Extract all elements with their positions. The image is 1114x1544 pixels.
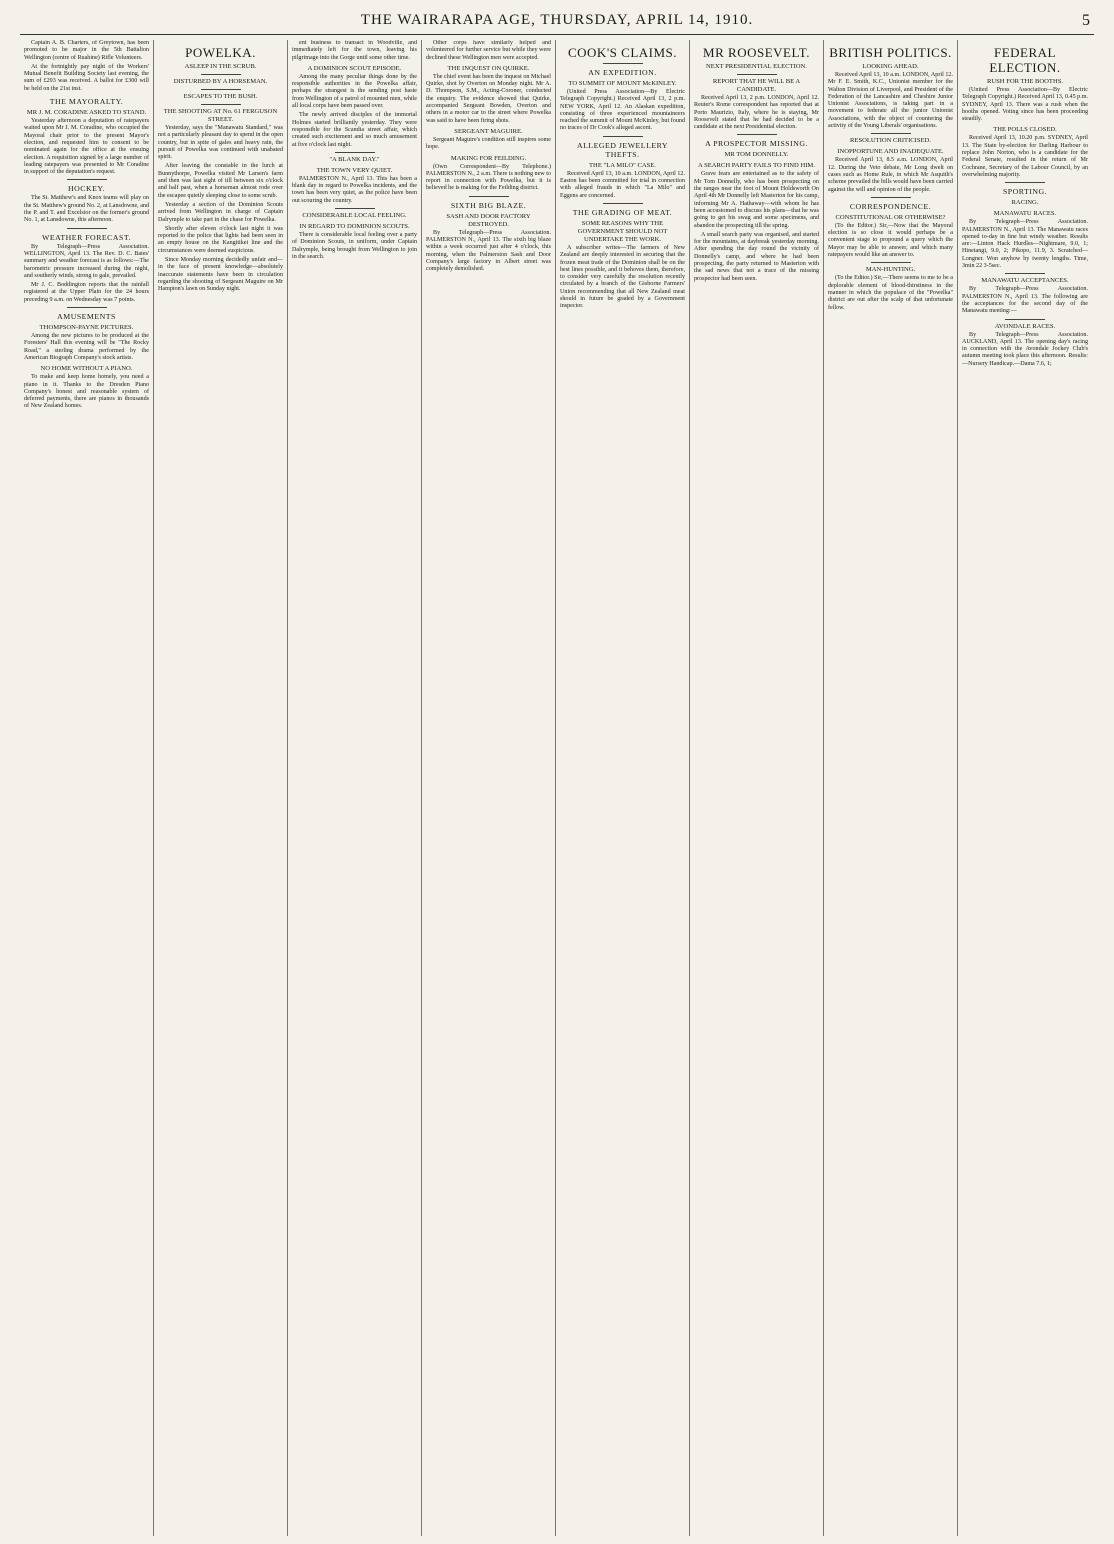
- headline: WEATHER FORECAST.: [42, 232, 131, 242]
- headline: MR ROOSEVELT.: [703, 45, 810, 60]
- paragraph: The St. Matthew's and Knox teams will play on the St. Matthew's ground No. 2, at Lansdowne, and the P. and T. and Excelsior on the former's ground No. 1, at Lansdowne, this afternoon.: [24, 195, 149, 224]
- divider: [201, 74, 241, 75]
- subheadline: NO HOME WITHOUT A PIANO.: [40, 365, 133, 373]
- paragraph: Since Monday morning decidedly unfair and—in the face of present knowledge—absolutely inaccurate statements have been in circulation regarding the shooting of Sergeant Maguire on Mr Hampton's lawn on Sunday night.: [158, 257, 283, 293]
- headline: HOCKEY.: [68, 184, 105, 194]
- divider: [1005, 319, 1045, 320]
- subheadline: ESCAPES TO THE BUSH.: [183, 93, 258, 100]
- paragraph: Received April 13, 10 a.m. LONDON, April 12. Easton has been committed for trial in connection with alleged frauds in which "La Milo" and Eggens are concerned.: [560, 170, 685, 199]
- divider: [469, 196, 509, 197]
- paragraph: Among the many peculiar things done by the responsible authorities in the Powelka affair, perhaps the strangest is the sending post haste from Wellington of a patrol of mounted men, while all local corps have been passed over.: [292, 73, 417, 110]
- divider: [201, 89, 241, 90]
- headline: CORRESPONDENCE.: [849, 201, 932, 211]
- headline: COOK'S CLAIMS.: [567, 45, 678, 60]
- headline: THE MAYORALTY.: [49, 97, 124, 107]
- column-3: [288, 40, 422, 1536]
- paragraph: Grave fears are entertained as to the safety of Mr Tom Donnelly, who has been prospecting on the ranges near the foot of Mount Holdsworth On April 4th Mr Donnelly left Masterton for his camp, informing Mr A. Hathaway—with whom he has been accustomed to discuss his plans—that he was going to get his swag and some specimens, and abandon the prospecting till the spring.: [694, 171, 819, 229]
- headline: POWELKA.: [185, 45, 256, 60]
- subheadline: DISTURBED BY A HORSEMAN.: [173, 78, 268, 85]
- subheadline: TO SUMMIT OF MOUNT McKINLEY.: [568, 80, 677, 87]
- subheadline: SASH AND DOOR FACTORY DESTROYED.: [446, 212, 531, 228]
- divider: [67, 228, 107, 229]
- paragraph: PALMERSTON N., April 13. This has been a blank day in regard to Powelka incidents, and the town has been very quiet, as the police have been out scouring the country.: [292, 175, 417, 204]
- subheadline: THE TOWN VERY QUIET.: [316, 166, 393, 174]
- divider: [871, 133, 911, 134]
- subheadline: LOOKING AHEAD.: [862, 63, 919, 70]
- headline: FEDERAL ELECTION.: [989, 45, 1061, 75]
- subheadline: MANAWATU ACCEPTANCES.: [981, 277, 1069, 285]
- subheadline: RESOLUTION CRITICISED.: [850, 137, 931, 145]
- paragraph: ent business to transact in Woodville, and immediately left for the town, leaving his pilgrimage into the Gorge until some other time.: [292, 40, 417, 61]
- subheadline: REPORT THAT HE WILL BE A CANDIDATE.: [712, 78, 801, 93]
- subheadline: THE "LA MILO" CASE.: [589, 161, 656, 169]
- divider: [1005, 182, 1045, 183]
- page-number: 5: [1082, 12, 1090, 29]
- column-5: [556, 40, 690, 1536]
- divider: [737, 134, 777, 135]
- paragraph: By Telegraph—Press Association. PALMERSTON N., April 13. The following are the acceptances for the second day of the Manawatu meeting:—: [962, 286, 1088, 315]
- paragraph: Captain A. B. Charters, of Greytown, has been promoted to be major in the 5th Battalion Wellington (centre of Ruahine) Rifle Volunteers.: [24, 40, 149, 61]
- column-2: [154, 40, 288, 1536]
- divider: [603, 136, 643, 137]
- headline: AMUSEMENTS: [57, 312, 116, 322]
- subheadline: A SEARCH PARTY FAILS TO FIND HIM.: [698, 162, 815, 170]
- paragraph: A small search party was organised, and started for the mountains, at daybreak yesterday morning. After spending the day round the vicinity of Donnelly's camp, and where he had been prospecting, the party returned to Masterton with the sad news that not a trace of the missing prospector had been seen.: [694, 231, 819, 282]
- paragraph: Yesterday, says the "Manawatu Standard," was not a particularly pleasant day to spend in the open country, but in spite of gales and heavy rain, the pursuit of Powelka was continued with unabated spirit.: [158, 125, 283, 161]
- paragraph: Sergeant Maguire's condition still inspires some hope.: [426, 136, 551, 151]
- newspaper-title: THE WAIRARAPA AGE, THURSDAY, APRIL 14, 1910.: [360, 12, 754, 28]
- subheadline: MAKING FOR FEILDING.: [450, 154, 527, 162]
- subheadline: MR J. M. CORADINE ASKED TO STAND.: [26, 109, 147, 117]
- subheadline: CONSTITUTIONAL OR OTHERWISE?: [835, 213, 946, 221]
- paragraph: The chief event has been the inquest on Michael Quirke, shot by Overton on Monday night. Mr A. D. Thompson, S.M., Acting-Coroner, conducted the enquiry. The evidence showed that Quirke, accompanied Sergeant Bowden, Overton and others in a motor car to the street where Powelka was said to have been firing shots.: [426, 73, 551, 124]
- subheadline: SOME REASONS WHY THE GOVERNMENT SHOULD NOT UNDERTAKE THE WORK.: [577, 219, 668, 243]
- paragraph: There is considerable local feeling over a party of Dominion Scouts, in uniform, under Captain Dalrymple, being brought from Wellington to join in the search.: [292, 232, 417, 260]
- subheadline: ASLEEP IN THE SCRUB.: [184, 63, 257, 70]
- paragraph: Received April 13, 10.20 p.m. SYDNEY, April 13. The State by-election for Darling Harbour to replace John Norton, who is a candidate for the Federal Senate, resulted in the return of Mr Cochrane, Secretary of the Labour Council, by an overwhelming majority.: [962, 135, 1088, 178]
- paragraph: To make and keep home homely, you need a piano in it. Thanks to the Dresden Piano Company's honest and reasonable system of deferred payments, there are pianos in thousands of New Zealand homes.: [24, 374, 149, 410]
- divider: [1005, 273, 1045, 274]
- paragraph: Among the new pictures to be produced at the Foresters' Hall this evening will be "The Rocky Road," a sterling drama performed by the American Biograph Company's stock artists.: [24, 333, 149, 361]
- paragraph: Received April 13, 8.5 a.m. LONDON, April 12. During the Veto debate, Mr Long dwelt on cases such as Home Rule, in which Mr Asquith's scheme prevailed the bills would have been carried against the will and opinion of the people.: [828, 157, 953, 193]
- divider: [335, 208, 375, 209]
- column-1: [20, 40, 154, 1536]
- paragraph: (United Press Association—By Electric Telegraph Copyright.) Received April 13, 2 p.m. NEW YORK, April 12. An Alaskan expedition, consisting of three experienced mountaineers reached the summit of Mount McKinley, but found no traces of Dr Cook's alleged ascent.: [560, 89, 685, 132]
- paragraph: By Telegraph—Press Association. PALMERSTON N., April 13. The sixth big blaze within a week occurred just after 4 o'clock, this morning, when the Palmerston Sash and Door Company's large factory in Albert street was completely demolished.: [426, 229, 551, 273]
- paragraph: (To the Editor.) Sir,—Now that the Mayoral election is so close it would perhaps be a convenient stage to propound a query which the Mayor may be able to answer, and which many ratepayers would like an answer to.: [828, 222, 953, 259]
- subheadline: RUSH FOR THE BOOTHS.: [986, 78, 1064, 85]
- divider: [67, 179, 107, 180]
- paragraph: After leaving the constable in the lurch at Bunnythorpe, Powelka visited Mr Larsen's farm and then was last sight of till between six o'clock and half past, when a horseman almost rode over the escapee quietly sleeping close to some scrub.: [158, 163, 283, 199]
- subheadline: SERGEANT MAGUIRE.: [454, 127, 523, 135]
- subheadline: THE INQUEST ON QUIRKE.: [447, 64, 530, 72]
- subheadline: MANAWATU RACES.: [993, 210, 1057, 218]
- subheadline: MAN-HUNTING.: [865, 266, 916, 274]
- headline: ALLEGED JEWELLERY THEFTS.: [577, 140, 668, 159]
- newspaper-columns: [20, 40, 1094, 1536]
- subheadline: THE SHOOTING AT No. 61 FERGUSON STREET.: [163, 108, 278, 123]
- column-8: [958, 40, 1092, 1536]
- paragraph: By Telegraph—Press Association. WELLINGTON, April 13. The Rev. D. C. Bates' summary and weather forecast is as follows:—The barometric pressure increased during the night, and southerly winds, strong to gale, prevailed.: [24, 243, 149, 279]
- subheadline: NEXT PRESIDENTIAL ELECTION.: [706, 63, 807, 70]
- column-6: [690, 40, 824, 1536]
- divider: [603, 203, 643, 204]
- paragraph: By Telegraph—Press Association. PALMERSTON N., April 13. The Manawatu races opened to-day in fine but windy weather. Results are:—Linton Hack Hurdles—Nightmare, 9.0, 1; Hinetangi, 9.0, 2; Pikopo, 11.9, 3. Scratched—Longner. Won anyhow by twenty lengths. Time, 3min 22 3-5sec.: [962, 219, 1088, 270]
- subheadline: AVONDALE RACES.: [994, 322, 1056, 330]
- headline: SIXTH BIG BLAZE.: [450, 200, 527, 210]
- divider: [201, 104, 241, 105]
- subheadline: AN EXPEDITION.: [588, 68, 657, 77]
- subheadline: THE POLLS CLOSED.: [993, 126, 1057, 134]
- paragraph: (United Press Association—By Electric Telegraph Copyright.) Received April 13, 0.45 p.m. SYDNEY, April 13. There was a rush when the booths opened. Voting since has been proceeding steadily.: [962, 87, 1088, 123]
- subheadline: MR TOM DONNELLY.: [724, 151, 789, 159]
- paragraph: Mr J. C. Boddington reports that the rainfall registered at the Upper Plain for the 24 hours preceding 9 a.m. on Wednesday was 7 points.: [24, 282, 149, 303]
- paragraph: Yesterday afternoon a deputation of ratepayers waited upon Mr J. M. Coradine, who occupied the Mayoral chair prior to the present Mayor's election, and requested him to consent to be nominated again for the office at the ensuing election. A requisition signed by a large number of leading ratepayers was presented to Mr Coradine in support of the deputation's request.: [24, 118, 149, 176]
- headline: A PROSPECTOR MISSING.: [705, 139, 808, 149]
- paragraph: (To the Editor.) Sir,—There seems to me to be a deplorable element of blood-thirstiness in the manner in which the populace of the "Powelka" district are out after the scalp of that unfortunate fellow.: [828, 275, 953, 311]
- column-7: [824, 40, 958, 1536]
- divider: [871, 197, 911, 198]
- paragraph: Received April 13, 10 a.m. LONDON, April 12. Mr F. E. Smith, K.C., Unionist member for the Walton Division of Liverpool, and President of the Federation of the Lancashire and Cheshire Junior Unionist Associations, is taking part in a movement to federate all the junior Unionist Associations, with the object of countering the activity of the Young Liberals' organisations.: [828, 72, 953, 130]
- subheadline: CONSIDERABLE LOCAL FEELING.: [302, 212, 407, 220]
- paragraph: By Telegraph—Press Association. AUCKLAND, April 13. The opening day's racing in connection with the Avondale Jockey Club's autumn meeting took place this afternoon. Results:—Nursery Handicap.—Dama 7.6, 1;: [962, 331, 1088, 367]
- subheadline: IN REGARD TO DOMINION SCOUTS.: [299, 223, 410, 231]
- paragraph: Shortly after eleven o'clock last night it was reported to the police that lights had been seen in an empty house on the Kangitikei line and the circumstances were deemed suspicious.: [158, 225, 283, 254]
- divider: [335, 152, 375, 153]
- subheadline: A DOMINION SCOUT EPISODE.: [307, 64, 402, 72]
- divider: [871, 262, 911, 263]
- paragraph: Other corps have similarly helped and volunteered for further service but while they were declined these Wellington men were accepted.: [426, 40, 551, 61]
- headline: BRITISH POLITICS.: [829, 45, 952, 60]
- divider: [67, 307, 107, 308]
- column-4: [422, 40, 556, 1536]
- paragraph: A subscriber writes—The farmers of New Zealand are deeply interested in securing that the frozen meat trade of the Dominion shall be on the best lines possible, and it behoves them, therefore, to consider very carefully the resolution recently circulated by a branch of the Gisborne Farmers' Union recommending that all New Zealand meat should in future be graded by a Government inspector.: [560, 244, 685, 310]
- divider: [737, 74, 777, 75]
- divider: [603, 63, 643, 64]
- subheadline: "A BLANK DAY.": [329, 155, 380, 163]
- paragraph: Received April 13, 2 p.m. LONDON, April 12. Reuter's Rome correspondent has reported that at Porto Maurizio, Italy, where he is staying, Mr Roosevelt stated that he had decided to be a candidate at the next Presidential election.: [694, 95, 819, 131]
- paragraph: At the fortnightly pay night of the Workers' Mutual Benefit Building Society last evening, the sum of £293 was received. A ballot for £300 will be held on the 21st inst.: [24, 63, 149, 92]
- paragraph: (Own Correspondent—By Telephone.) PALMERSTON N., 2 a.m. There is nothing new to report in connection with Powelka, but it is believed he is making for the Feilding district.: [426, 163, 551, 192]
- paragraph: The newly arrived disciples of the immortal Holmes started brilliantly yesterday. They were responsible for the Scandia street affair, which created such excitement and so much amusement at five o'clock last night.: [292, 112, 417, 148]
- headline: SPORTING.: [1002, 187, 1048, 197]
- subheadline: RACING.: [1011, 199, 1039, 207]
- masthead: [20, 10, 1094, 35]
- paragraph: Yesterday a section of the Dominion Scouts arrived from Wellington in charge of Captain Dalrymple to take part in the chase for Powelka.: [158, 201, 283, 223]
- subheadline: THOMPSON-PAYNE PICTURES.: [39, 324, 134, 332]
- headline: THE GRADING OF MEAT.: [572, 207, 673, 217]
- subheadline: INOPPORTUNE AND INADEQUATE.: [837, 148, 944, 156]
